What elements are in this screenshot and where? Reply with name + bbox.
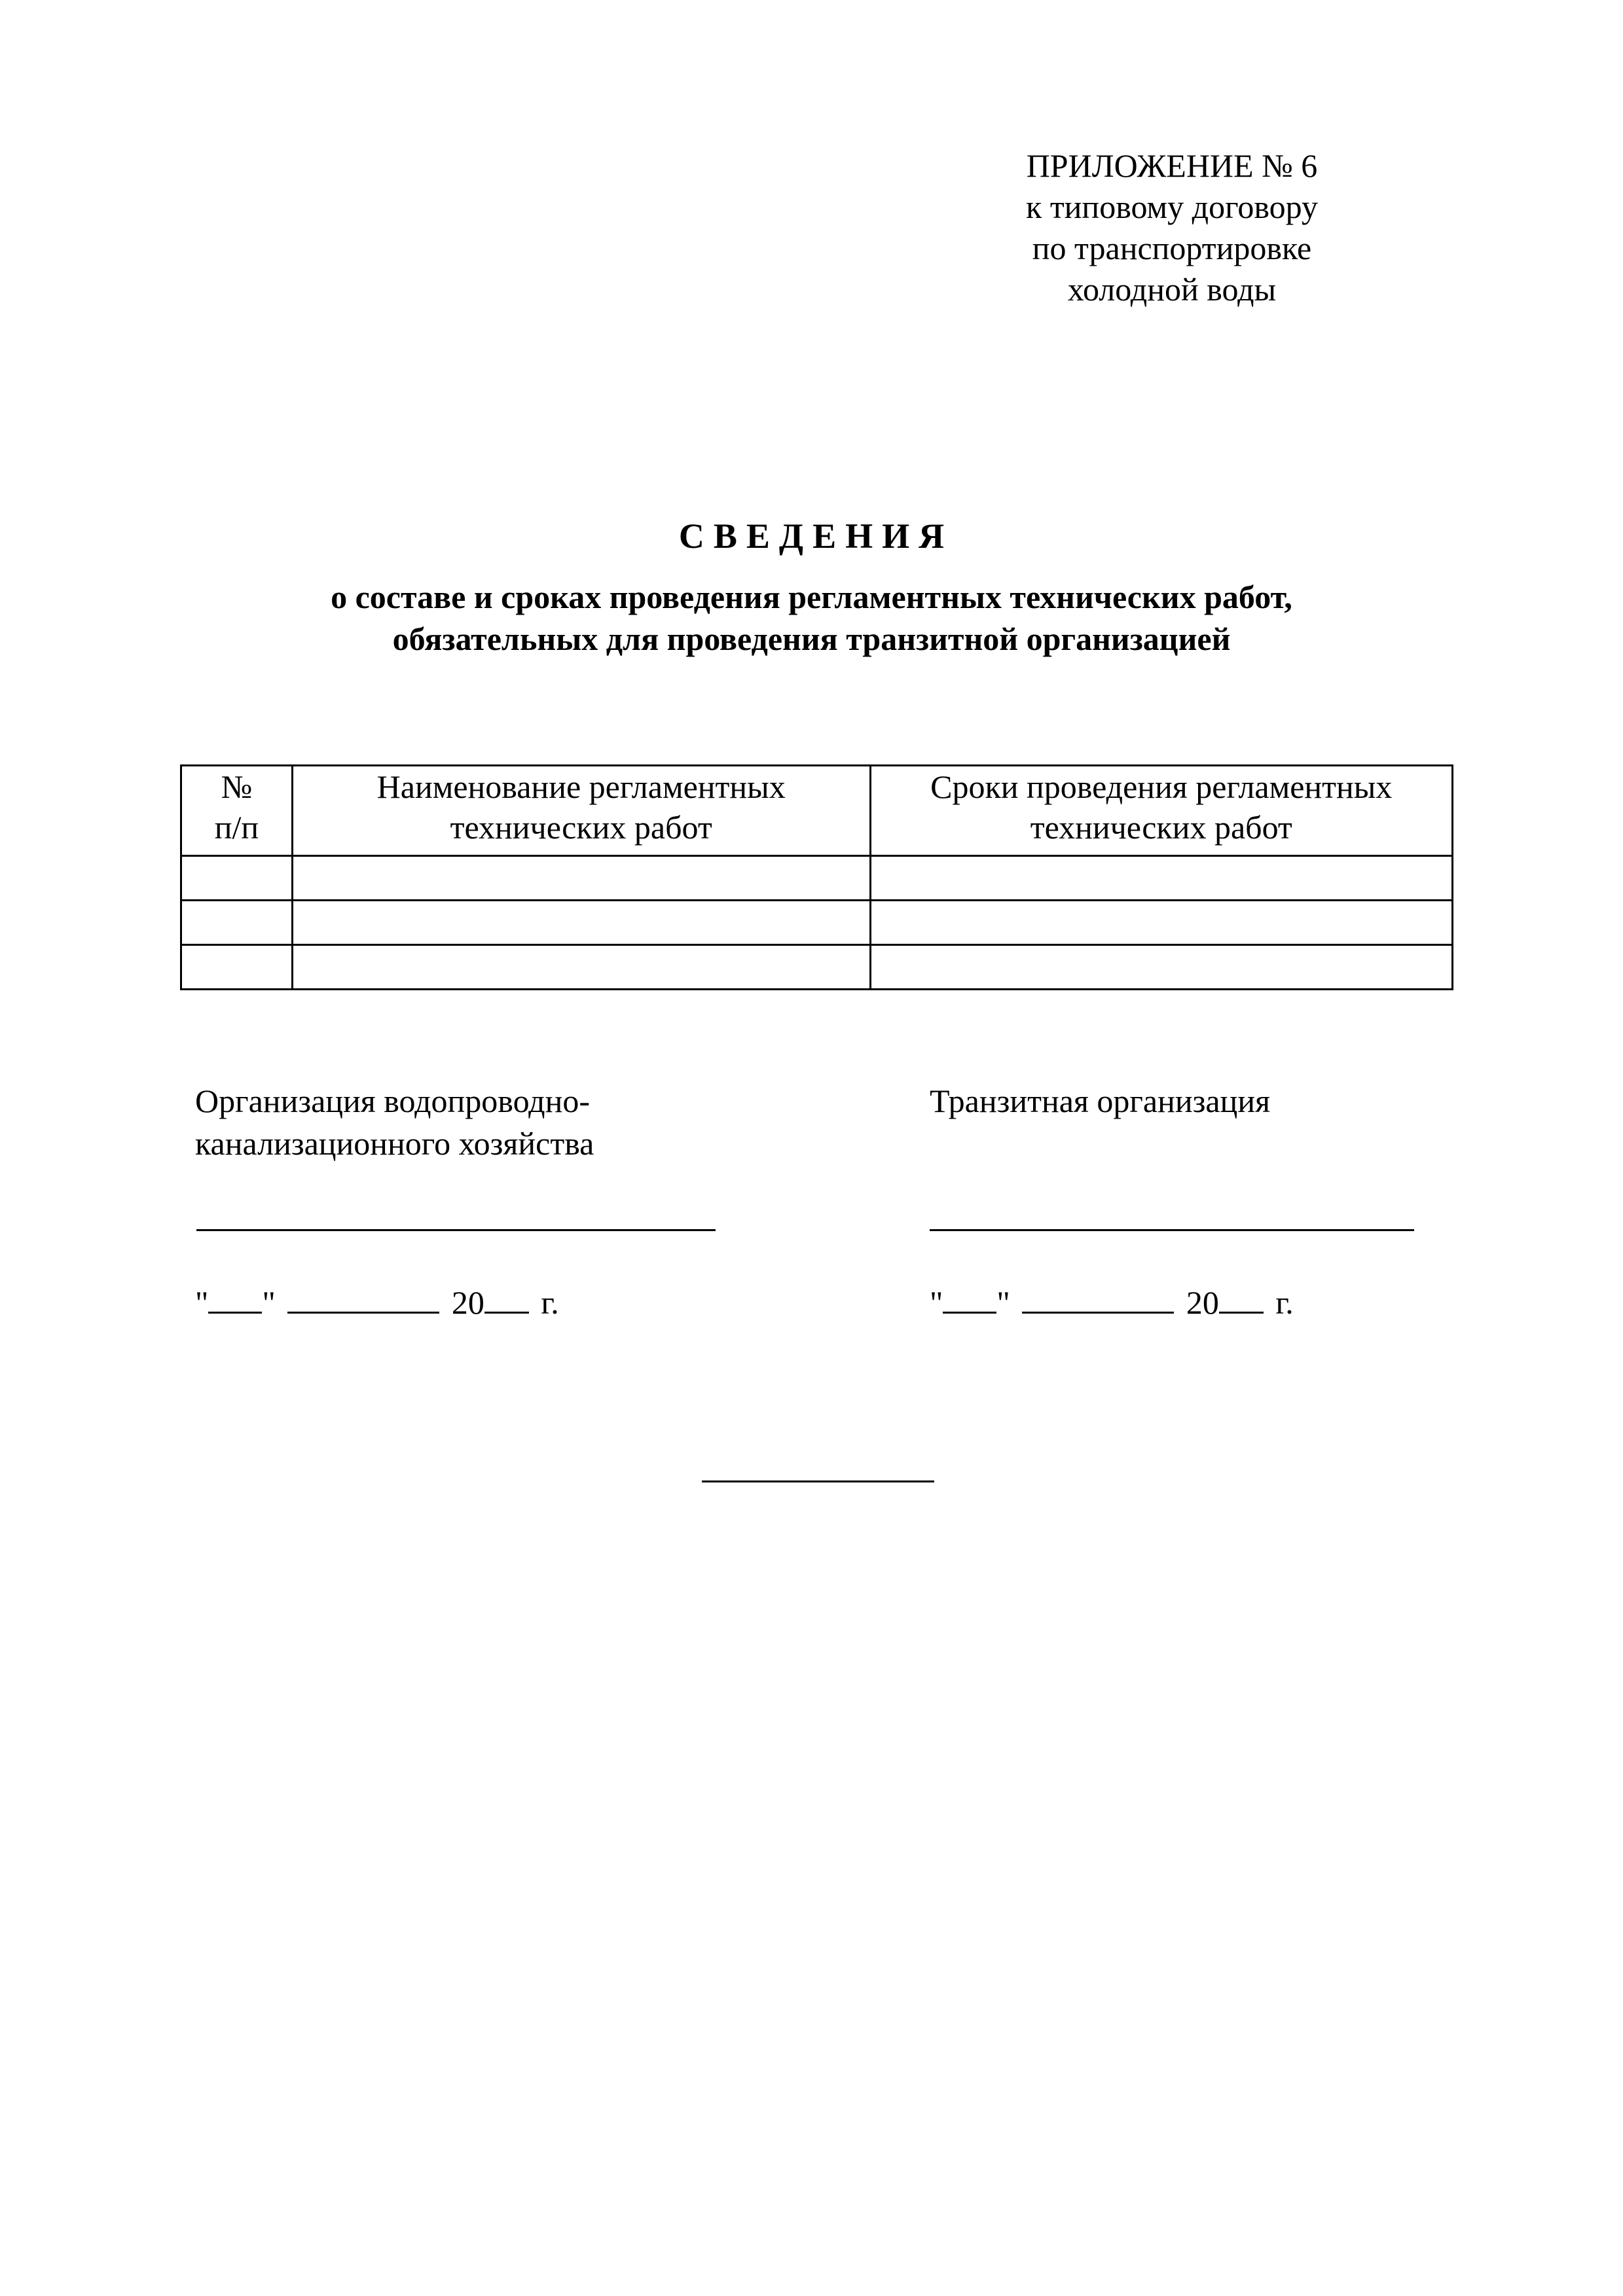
date-field-water-utility bbox=[195, 1283, 559, 1321]
year-suffix: г. bbox=[541, 1284, 559, 1321]
table-cell bbox=[870, 856, 1452, 901]
month-blank bbox=[287, 1283, 439, 1314]
date-quote: " bbox=[195, 1284, 209, 1321]
appendix-heading bbox=[943, 145, 1401, 310]
date-quote: " bbox=[262, 1284, 276, 1321]
signature-line-water-utility bbox=[196, 1229, 716, 1231]
header-work-terms-line: технических работ bbox=[1030, 809, 1292, 846]
subtitle-line: обязательных для проведения транзитной организацией bbox=[392, 620, 1231, 657]
year-blank bbox=[1219, 1283, 1264, 1314]
signature-line-transit-org bbox=[930, 1229, 1414, 1231]
appendix-ref-line: к типовому договору bbox=[1026, 188, 1318, 225]
day-blank bbox=[943, 1283, 996, 1314]
appendix-ref-line: холодной воды bbox=[1067, 271, 1277, 308]
header-work-name bbox=[292, 766, 870, 856]
header-number bbox=[181, 766, 293, 856]
month-blank bbox=[1022, 1283, 1174, 1314]
works-table bbox=[180, 764, 1453, 990]
table-cell bbox=[181, 856, 293, 901]
table-cell bbox=[181, 945, 293, 990]
signature-party-label: Организация водопроводно- bbox=[195, 1083, 590, 1119]
appendix-ref-line: по транспортировке bbox=[1032, 230, 1312, 266]
header-work-terms bbox=[870, 766, 1452, 856]
header-work-name-line: Наименование регламентных bbox=[376, 768, 786, 805]
table-cell bbox=[870, 945, 1452, 990]
appendix-number: ПРИЛОЖЕНИЕ № 6 bbox=[1026, 147, 1318, 184]
table-cell bbox=[292, 856, 870, 901]
table-cell bbox=[292, 901, 870, 945]
table-row bbox=[181, 901, 1453, 945]
day-blank bbox=[208, 1283, 262, 1314]
header-work-terms-line: Сроки проведения регламентных bbox=[930, 768, 1393, 805]
header-work-name-line: технических работ bbox=[450, 809, 712, 846]
document-title: СВЕДЕНИЯ bbox=[678, 516, 954, 556]
signature-block-transit-org bbox=[930, 1080, 1270, 1122]
signature-party-label: канализационного хозяйства bbox=[195, 1125, 594, 1162]
subtitle-line: о составе и сроках проведения регламентных технических работ, bbox=[331, 579, 1292, 615]
year-blank bbox=[484, 1283, 529, 1314]
table-cell bbox=[870, 901, 1452, 945]
signature-party-label: Транзитная организация bbox=[930, 1083, 1271, 1119]
header-number-label: п/п bbox=[214, 809, 259, 846]
table-cell bbox=[181, 901, 293, 945]
date-field-transit-org bbox=[930, 1283, 1294, 1321]
date-quote: " bbox=[930, 1284, 943, 1321]
year-prefix: 20 bbox=[451, 1284, 484, 1321]
date-quote: " bbox=[996, 1284, 1010, 1321]
document-subtitle bbox=[0, 576, 1623, 660]
table-row bbox=[181, 945, 1453, 990]
table-cell bbox=[292, 945, 870, 990]
table-row bbox=[181, 856, 1453, 901]
header-number-symbol: № bbox=[221, 768, 253, 805]
year-prefix: 20 bbox=[1186, 1284, 1219, 1321]
signature-block-water-utility bbox=[195, 1080, 594, 1165]
end-of-document-rule bbox=[702, 1480, 934, 1482]
year-suffix: г. bbox=[1275, 1284, 1294, 1321]
table-header-row bbox=[181, 766, 1453, 856]
